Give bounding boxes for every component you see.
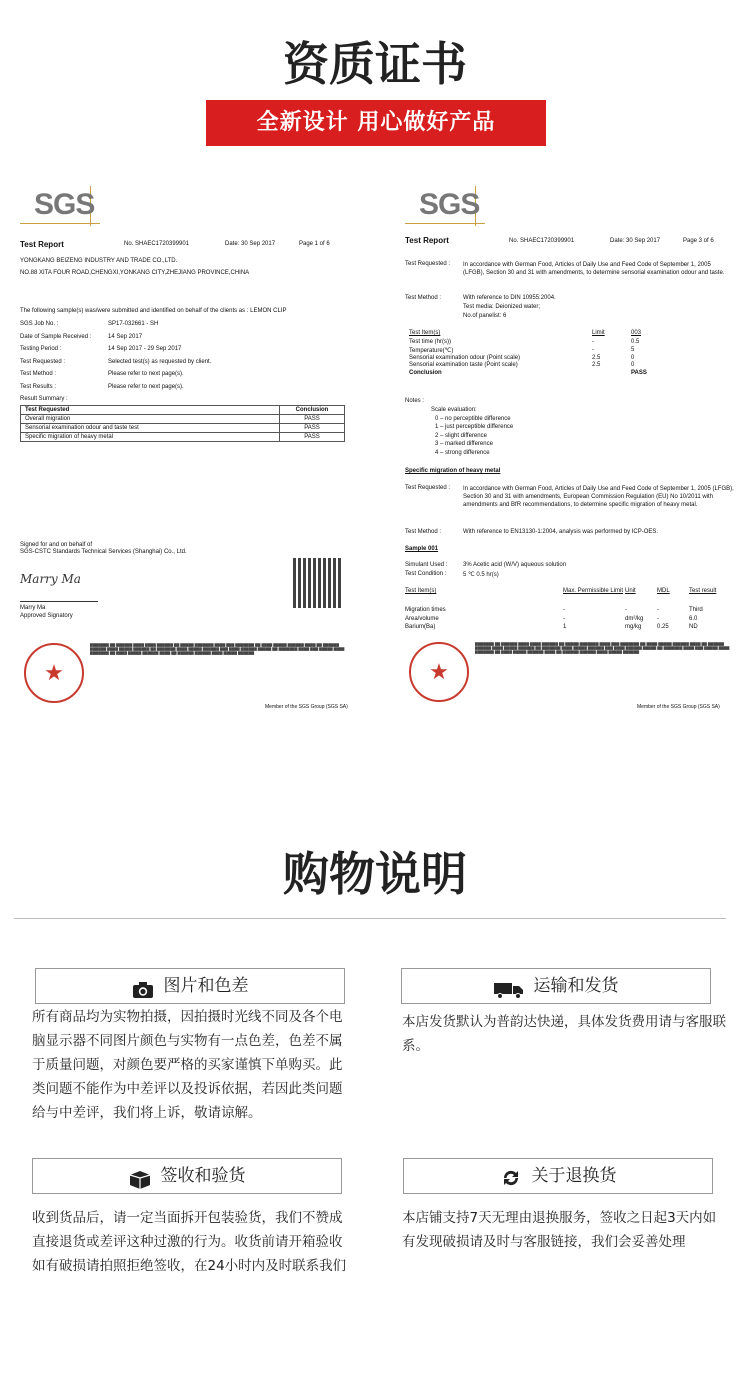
report-label: Test Report [20,240,64,249]
test-requested-label-2: Test Requested : [405,485,451,491]
table-cell: Sensorial examination odour (Point scale) [409,354,521,361]
notes-label: Notes : [405,398,425,404]
legal-fine-print: ▇▇▇▇▇▇▇ ▇▇ ▇▇▇▇▇▇ ▇▇▇▇ ▇▇▇▇ ▇▇▇▇▇▇ ▇▇ ▇▇▇▇▇ ▇▇▇▇▇▇▇ ▇▇▇▇ ▇▇▇ ▇▇▇▇▇▇▇ ▇▇ ▇▇▇▇ ▇▇▇▇▇ ▇▇▇▇▇▇ ▇▇▇▇ ▇▇ ▇▇▇▇▇▇ ▇▇▇▇▇▇ ▇▇▇▇ ▇▇▇▇▇ ▇▇▇▇▇▇ ▇▇ ▇▇▇▇▇▇▇ ▇▇▇▇ ▇▇▇▇▇ ▇▇▇▇▇▇ ▇▇▇ ▇▇▇▇ ▇▇▇▇▇▇ ▇▇▇▇▇ ▇▇ ▇▇▇▇▇▇▇ ▇▇▇▇ ▇▇▇ ▇▇▇▇▇ ▇▇▇▇ ▇▇▇▇▇▇▇ ▇▇ ▇▇▇▇ ▇▇▇▇▇ ▇▇▇▇▇▇ ▇▇▇▇ ▇▇ ▇▇▇▇▇▇ ▇▇▇▇▇▇ ▇▇▇▇ ▇▇▇▇▇ ▇▇▇▇▇▇ [90,643,345,655]
test-method-label: Test Method : [405,295,442,301]
table-cell: 2.5 [592,362,601,369]
panelist-text: No.of panelist: 6 [463,313,507,319]
table-cell: Temperature(℃) [409,347,454,354]
table-cell: Barium(Ba) [405,624,436,630]
signer-title: Approved Signatory [20,613,73,619]
table-cell: - [592,339,594,345]
table-cell: Test result [689,588,717,594]
table-cell: Limit [592,330,605,336]
field-label: Test Method : [20,371,57,377]
report-no: No. SHAEC1720399901 [124,241,190,247]
sample-label: Sample 001 [405,546,439,552]
table-cell: PASS [631,370,647,377]
table-cell: Third [689,607,703,613]
field-label: Test Requested : [20,358,66,365]
sgs-member-note: Member of the SGS Group (SGS SA) [265,704,348,710]
summary-table [20,405,345,442]
section-header-photos [35,968,345,1004]
section-text-signing: 收到货品后，请一定当面拆开包装验货，我们不赞成直接退货或差评这种过激的行为。收货前请开箱验收如有破损请拍照拒绝签收，在24小时内及时联系我们 [32,1210,347,1274]
report-page: Page 1 of 6 [299,241,330,247]
table-cell: 2.5 [592,354,601,361]
table-cell: 0 – no perceptible difference [435,415,511,422]
table-cell: 3 – marked difference [435,441,493,447]
truck-icon [494,977,524,995]
legal-fine-print: ▇▇▇▇▇▇▇ ▇▇ ▇▇▇▇▇▇ ▇▇▇▇ ▇▇▇▇ ▇▇▇▇▇▇ ▇▇ ▇▇▇▇▇ ▇▇▇▇▇▇▇ ▇▇▇▇ ▇▇▇ ▇▇▇▇▇▇▇ ▇▇ ▇▇▇▇ ▇▇▇▇▇ ▇▇▇▇▇▇ ▇▇▇▇ ▇▇ ▇▇▇▇▇▇ ▇▇▇▇▇▇ ▇▇▇▇ ▇▇▇▇▇ ▇▇▇▇▇▇ ▇▇ ▇▇▇▇▇▇▇ ▇▇▇▇ ▇▇▇▇▇ ▇▇▇▇▇▇ ▇▇▇ ▇▇▇▇ ▇▇▇▇▇▇ ▇▇▇▇▇ ▇▇ ▇▇▇▇▇▇▇ ▇▇▇▇ ▇▇▇ ▇▇▇▇▇ ▇▇▇▇ ▇▇▇▇▇▇▇ ▇▇ ▇▇▇▇ ▇▇▇▇▇ ▇▇▇▇▇▇ ▇▇▇▇ ▇▇ ▇▇▇▇▇▇ ▇▇▇▇▇▇ ▇▇▇▇ ▇▇▇▇▇ ▇▇▇▇▇▇ [475,642,730,654]
table-cell: Specific migration of heavy metal [21,433,280,442]
table-row [21,415,345,424]
table-cell: - [592,346,594,353]
test-method-text-2: With reference to EN13130-1:2004, analysis was performed by ICP-OES. [463,529,659,535]
section-header-returns [403,1158,713,1194]
report-no: No. SHAEC1720399901 [509,238,575,244]
exchange-icon [500,1167,522,1185]
table-cell: 003 [631,330,642,336]
red-seal-stamp: ★ [409,642,469,702]
condition-label: Test Condition : [405,571,447,577]
table-cell: Max. Permissible Limit [563,588,624,594]
table-cell: 0.5 [631,339,640,345]
table-cell: - [657,615,659,622]
table-cell: 6.0 [689,615,698,622]
camera-icon [132,977,154,995]
section-text-returns: 本店铺支持7天无理由退换服务，签收之日起3天内如有发现破损请及时与客服链接，我们会妥善处理 [402,1210,717,1250]
table-cell: mg/kg [625,624,642,630]
field-value: Please refer to next page(s). [108,383,184,390]
table-cell: ND [689,624,698,630]
table-cell: - [563,615,565,622]
table-cell: PASS [280,415,345,424]
table-cell: 4 – strong difference [435,449,490,456]
section-title-signing: 签收和验货 [160,1166,246,1186]
table-cell: PASS [280,424,345,433]
summary-label: Result Summary : [20,396,68,402]
table-cell: Test Item(s) [405,588,437,594]
report-page: Page 3 of 6 [683,238,714,244]
table-cell: 0 [631,362,635,369]
report-label: Test Report [405,236,449,245]
test-requested-label: Test Requested : [405,261,451,267]
signer-name: Marry Ma [20,605,46,611]
section-title-photos: 图片和色差 [163,976,249,996]
table-cell: 5 [631,346,635,353]
field-value: SP17-032661 - SH [108,321,159,327]
heavy-metal-title: Specific migration of heavy metal [405,468,501,474]
signature: Marry Ma [20,572,81,586]
section-title-returns: 关于退换货 [531,1166,617,1186]
red-seal-stamp: ★ [24,643,84,703]
table-cell: Unit [625,588,636,594]
simulant-value: 3% Acetic acid (W/V) aqueous solution [463,562,567,568]
company-address: NO.88 XITA FOUR ROAD,CHENGXI,YONKANG CITY,ZHEJIANG PROVINCE,CHINA [20,270,250,276]
test-method-text: With reference to DIN 10955:2004. [463,295,556,301]
signed-line-1: Signed for and on behalf of [20,542,93,548]
table-row [21,406,345,415]
section-title-shipping: 运输和发货 [533,976,619,996]
slogan-banner: 全新设计 用心做好产品 [206,100,546,146]
section-text-photos: 所有商品均为实物拍摄，因拍摄时光线不同及各个电脑显示器不同图片颜色与实物有一点色差，色差不属于质量问题，对颜色要严格的买家谨慎下单购买。此类问题不能作为中差评以及投诉依据，若因此类问题给与中差评，我们将上诉，敬请谅解。 [32,1009,343,1121]
report-date: Date: 30 Sep 2017 [225,241,276,247]
table-cell: - [657,607,659,613]
condition-value: 5 ℃ 0.5 hr(s) [463,572,499,578]
field-label: SGS Job No. : [20,321,59,327]
shopping-title: 购物说明 [283,847,467,901]
table-cell: PASS [280,433,345,442]
field-value: Selected test(s) as requested by client. [108,358,212,365]
table-cell: Test Item(s) [409,330,441,336]
table-cell: Test Requested [21,406,280,415]
table-cell: Overall migration [21,415,280,424]
sgs-logo: SGS [405,186,485,224]
table-cell: Test time (hr(s)) [409,339,451,345]
test-media-text: Test media: Deionized water; [463,304,541,310]
table-cell: dm²/kg [625,615,644,622]
package-icon [129,1167,151,1185]
page-title: 资质证书 [283,37,467,91]
table-cell: Migration times [405,607,446,613]
table-cell: MDL [657,588,670,594]
field-value: 14 Sep 2017 [108,333,143,340]
table-cell: 1 [563,624,567,630]
company-name: YONGKANG BEIZENG INDUSTRY AND TRADE CO.,LTD. [20,258,178,264]
table-cell: Scale evaluation: [431,407,477,413]
field-value: Please refer to next page(s). [108,371,184,377]
table-cell: - [625,607,627,613]
table-cell: - [563,607,565,613]
table-cell: 0.25 [657,624,669,630]
table-cell: Sensorial examination odour and taste test [21,424,280,433]
signed-line-2: SGS-CSTC Standards Technical Services (Shanghai) Co., Ltd. [20,549,187,555]
field-label: Date of Sample Received : [20,333,92,340]
table-cell: Conclusion [280,406,345,415]
sgs-member-note: Member of the SGS Group (SGS SA) [637,704,720,710]
table-cell: Conclusion [409,370,442,377]
certificate-page-3 [405,180,740,710]
table-row [21,433,345,442]
section-header-signing [32,1158,342,1194]
sgs-logo: SGS [20,186,100,224]
table-cell: 0 [631,354,635,361]
report-date: Date: 30 Sep 2017 [610,238,661,244]
sample-intro: The following sample(s) was/were submitted and identified on behalf of the clients as : LEMON CLIP [20,308,287,314]
table-cell: Area/volume [405,615,439,622]
table-cell: Sensorial examination taste (Point scale) [409,362,518,369]
section-divider [14,918,726,919]
test-method-label-2: Test Method : [405,529,442,535]
table-row [21,424,345,433]
field-value: 14 Sep 2017 - 29 Sep 2017 [108,346,182,352]
field-label: Test Results : [20,383,57,390]
test-requested-text-2: In accordance with German Food, Articles of Daily Use and Feed Code of September 1, 2005 (LFGB), Section 30 and 31 with amendments, European Commission Regulation (EU) No 10/2011 with amendments and BfR recommendations, to determine specific migration of heavy metal. [463,486,734,508]
test-requested-text: In accordance with German Food, Articles of Daily Use and Feed Code of September 1, 2005 (LFGB), Section 30 and 31 with amendments, to determine sensorial examination odour and taste. [463,262,725,276]
table-cell: 2 – slight difference [435,432,487,439]
table-cell: 1 – just perceptible difference [435,424,514,430]
qr-code [293,558,343,608]
section-header-shipping [401,968,711,1004]
section-text-shipping: 本店发货默认为普韵达快递，具体发货费用请与客服联系。 [402,1014,726,1054]
field-label: Testing Period : [20,346,62,352]
simulant-label: Simulant Used : [405,562,448,568]
certificate-page-1 [20,180,355,710]
